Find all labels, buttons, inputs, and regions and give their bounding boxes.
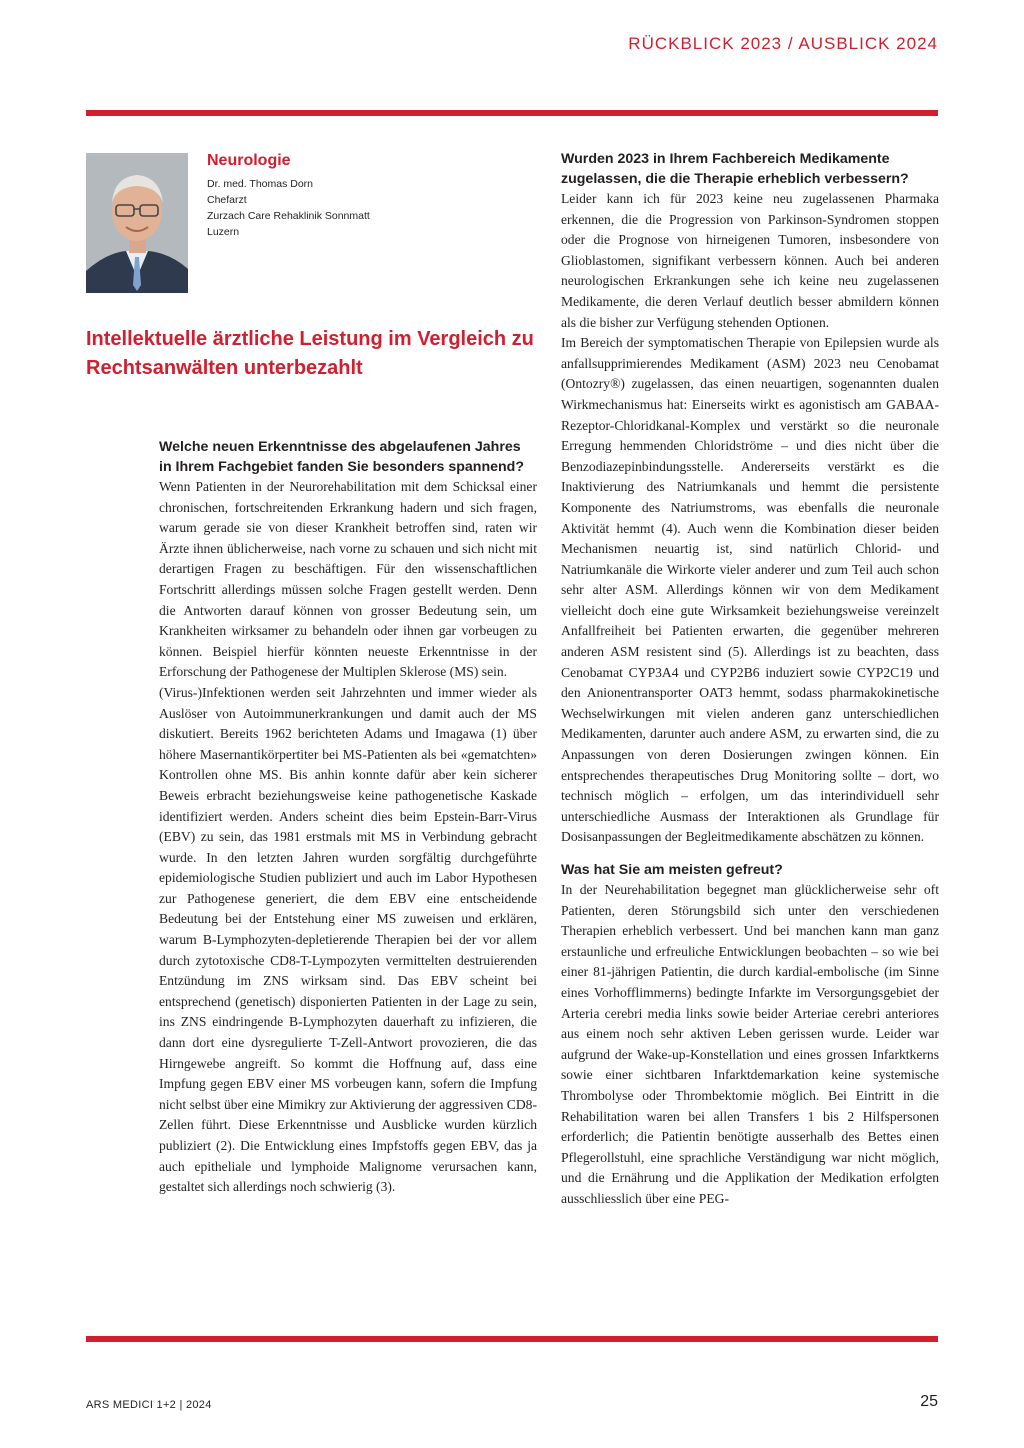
department-label: Neurologie (207, 152, 291, 169)
answer-paragraph: Wenn Patienten in der Neurorehabilitation mit dem Schicksal einer chronischen, fortschreitenden Erkrankung hadern und sich fragen, warum gerade sie von dieser Krankheit betroffen sind, raten wir Ärzte ihnen üblicherweise, nach vorne zu schauen und sich nicht mit derartigen Fragen zu beschäftigen. Für den wissenschaftlichen Fortschritt allerdings müssen solche Fragen gestellt werden. Denn die Antworten darauf können von grosser Bedeutung sein, um Krankheiten wirksamer zu behandeln oder ihnen gar vorbeugen zu können. Beispiel hierfür könnten neueste Erkenntnisse in der Erforschung der Pathogenese der Multiplen Sklerose (MS) sein. (159, 479, 537, 680)
answer-paragraph: Im Bereich der symptomatischen Therapie von Epilepsien wurde als anfallsupprimierendes Medikament (ASM) 2023 neu Cenobamat (Ontozry®) zugelassen, das einen neuartigen, sogenannten dualen Wirkmechanismus hat: Einerseits wirkt es agonistisch am GABAA-Rezeptor-Chloridkanal-Komplex und verstärkt so die neuronale Erregung hemmenden Chloridströme – und dies nicht über die Benzodiazepinbindungsstelle. Andererseits verstärkt es die Inaktivierung des Natriumkanals und hemmt die persistente Komponente des Natriumstroms, was ebenfalls die neuronale Aktivität hemmt (4). Auch wenn die Kombination dieser beiden Mechanismen neuartig ist, sind natürlich Chlorid- und Natriumkanäle die Wirkorte vieler anderer und zum Teil auch schon sehr alter ASM. Allerdings können wir von dem Medikament vielleicht doch eine gute Wirksamkeit beziehungsweise vereinzelt Anfallfreiheit bei Patienten erwarten, die gegenüber mehreren anderen ASM resistent sind (5). Allerdings ist zu beachten, dass Cenobamat CYP3A4 und CYP2B6 induziert sowie CYP2C19 und den Anionentransporter OAT3 hemmt, sodass pharmakokinetische Wechselwirkungen mit vielen anderen ganz unterschiedlichen Medikamenten, darunter auch andere ASM, zu erwarten sind, die zu Anpassungen von deren Dosierungen zwingen können. Ein entsprechendes therapeutisches Drug Monitoring sollte – dort, wo technisch möglich – erfolgen, um das interindividuell sehr unterschiedliche Ausmass der Interaktionen als Grundlage für Dosisanpassungen der Begleitmedikamente abschätzen zu können. (561, 335, 939, 845)
right-column (561, 149, 939, 1210)
question-new-insights: Welche neuen Erkenntnisse des abgelaufenen Jahres in Ihrem Fachgebiet fanden Sie besonders spannend? (159, 439, 525, 475)
author-city: Luzern (207, 226, 240, 238)
left-column (159, 437, 537, 1198)
page-number: 25 (920, 1393, 938, 1410)
question-most-pleased: Was hat Sie am meisten gefreut? (561, 862, 783, 878)
running-header: RÜCKBLICK 2023 / AUSBLICK 2024 (628, 34, 938, 53)
answer-paragraph: In der Neurehabilitation begegnet man glücklicherweise sehr oft Patienten, deren Störungsbild sich unter den verschiedenen Therapien erheblich verbessert. Und bei manchen kann man ganz erstaunliche und erfreuliche Entwicklungen beobachten – so wie bei einer 81-jährigen Patientin, die durch kardial-embolische (im Sinne eines Vorhofflimmerns) bedingte Infarkte im Versorgungsgebiet der Arteria cerebri media links sowie beider Arteriae cerebri anteriores aus einem noch sehr aktiven Leben gerissen wurde. Leider war aufgrund der Wake-up-Konstellation und eines grossen Infarktkerns sowie einer sichtbaren Infarktdemarkation keine systemische Thrombolyse oder Thrombektomie möglich. Bei Eintritt in die Rehabilitation waren bei allen Transfers 1 bis 2 Hilfspersonen erforderlich; die Patientin benötigte ausserhalb des Bettes einen Pflegerollstuhl, eine sprachliche Verständigung war nicht möglich, und die Ernährung und die Applikation der Medikation erfolgten ausschliesslich über eine PEG- (561, 882, 939, 1206)
article-headline: Intellektuelle ärztliche Leistung im Vergleich zu Rechtsanwälten unterbezahlt (86, 328, 534, 379)
question-new-drugs: Wurden 2023 in Ihrem Fachbereich Medikamente zugelassen, die die Therapie erheblich verbessern? (561, 151, 909, 187)
author-clinic: Zurzach Care Rehaklinik Sonnmatt (207, 210, 370, 222)
bottom-rule (86, 1336, 938, 1342)
journal-footer: ARS MEDICI 1+2 | 2024 (86, 1399, 212, 1411)
author-position: Chefarzt (207, 194, 247, 206)
author-portrait (86, 153, 188, 293)
answer-paragraph: (Virus-)Infektionen werden seit Jahrzehnten und immer wieder als Auslöser von Autoimmunerkrankungen und damit auch der MS diskutiert. Bereits 1962 berichteten Adams und Imagawa (1) über höhere Masernantikörpertiter bei MS-Patienten als bei «gematchten» Kontrollen ohne MS. Bis anhin konnte dafür aber kein sicherer Beweis erbracht beziehungsweise keine pathogenetische Kaskade identifiziert werden. Anders scheint dies beim Epstein-Barr-Virus (EBV) zu sein, das 1981 erstmals mit MS in Verbindung gebracht wurde. In den letzten Jahren wurden sorgfältig durchgeführte epidemiologische Studien publiziert und auch im Labor Hypothesen zur Pathogenese generiert, die dem EBV eine entscheidende Bedeutung bei der Entstehung einer MS zuweisen und erklären, warum B-Lymphozyten-depletierende Therapien bei der vor allem durch zytotoxische CD8-T-Lympozyten vermittelten destruierenden Entzündung im ZNS wirksam sind. Das EBV scheint bei entsprechend (genetisch) disponierten Patienten in der Lage zu sein, ins ZNS eindringende B-Lymphozyten dauerhaft zu infizieren, die dann dort eine dysregulierte T-Zell-Antwort provozieren, die das Hirngewebe angreift. So kommt die Hoffnung auf, dass eine Impfung gegen EBV einer MS vorbeugen kann, sofern die Impfung nicht selbst über eine Mimikry zur Aktivierung der aggressiven CD8-Zellen führt. Diese Erkenntnisse und Ausblicke wurden kürzlich publiziert (2). Die Entwicklung eines Impfstoffs gegen EBV, das ja auch epitheliale und lymphoide Malignome verursachen kann, gestaltet sich allerdings noch schwierig (3). (159, 684, 537, 1195)
answer-paragraph: Leider kann ich für 2023 keine neu zugelassenen Pharmaka erkennen, die die Progression von Parkinson-Syndromen stoppen oder die Prognose von hirneigenen Tumoren, insbesondere von Glioblastomen, signifikant verbessern können. Auch bei anderen neurologischen Erkrankungen sehe ich keine neu zugelassenen Medikamente, die deren Verlauf deutlich besser abmildern können als die bisher zur Verfügung stehenden Optionen. (561, 191, 939, 330)
author-name: Dr. med. Thomas Dorn (207, 178, 314, 190)
author-info (207, 176, 370, 240)
top-rule (86, 110, 938, 116)
